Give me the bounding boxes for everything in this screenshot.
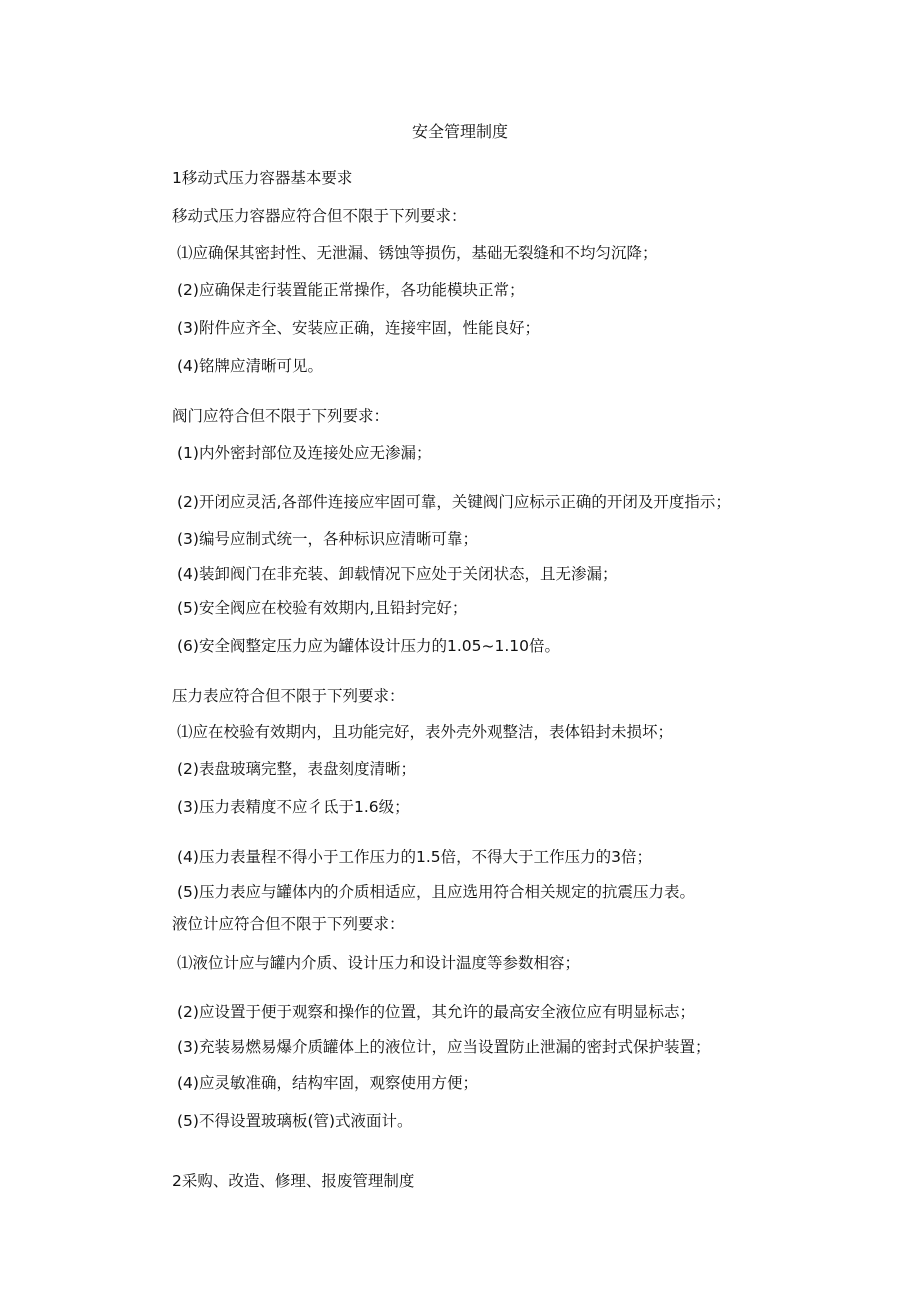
- valve-item: (5)安全阀应在校验有效期内,且铅封完好；: [177, 599, 468, 617]
- section-1-heading: 1移动式压力容器基本要求: [172, 169, 353, 187]
- valve-intro: 阀门应符合但不限于下列要求：: [172, 407, 390, 425]
- level-intro: 液位计应符合但不限于下列要求：: [172, 915, 405, 933]
- vessel-item: (3)附件应齐全、安装应正确，连接牢固，性能良好；: [177, 319, 540, 337]
- gauge-item: (5)压力表应与罐体内的介质相适应，且应选用符合相关规定的抗震压力表。: [177, 883, 695, 901]
- gauge-intro: 压力表应符合但不限于下列要求：: [172, 687, 405, 705]
- gauge-item: (4)压力表量程不得小于工作压力的1.5倍，不得大于工作压力的3倍；: [177, 848, 652, 866]
- section-2-heading: 2采购、改造、修理、报废管理制度: [172, 1172, 415, 1190]
- valve-item: (2)开闭应灵活,各部件连接应牢固可靠，关键阀门应标示正确的开闭及开度指示；: [177, 493, 731, 511]
- valve-item: (4)装卸阀门在非充装、卸载情况下应处于关闭状态，且无渗漏；: [177, 565, 618, 583]
- vessel-intro: 移动式压力容器应符合但不限于下列要求：: [172, 207, 467, 225]
- valve-item: (1)内外密封部位及连接处应无渗漏；: [177, 444, 432, 462]
- vessel-item: (4)铭牌应清晰可见。: [177, 357, 323, 375]
- vessel-item: ⑴应确保其密封性、无泄漏、锈蚀等损伤，基础无裂缝和不均匀沉降；: [177, 244, 658, 262]
- level-item: (3)充装易燃易爆介质罐体上的液位计，应当设置防止泄漏的密封式保护装置；: [177, 1038, 711, 1056]
- level-item: ⑴液位计应与罐内介质、设计压力和设计温度等参数相容；: [177, 954, 581, 972]
- level-item: (2)应设置于便于观察和操作的位置，其允许的最高安全液位应有明显标志；: [177, 1003, 695, 1021]
- valve-item: (6)安全阀整定压力应为罐体设计压力的1.05~1.10倍。: [177, 637, 560, 655]
- gauge-item: ⑴应在校验有效期内，且功能完好，表外壳外观整洁，表体铅封未损坏；: [177, 723, 674, 741]
- gauge-item: (2)表盘玻璃完整，表盘刻度清晰；: [177, 760, 416, 778]
- level-item: (5)不得设置玻璃板(管)式液面计。: [177, 1112, 413, 1130]
- gauge-item: (3)压力表精度不应彳氐于1.6级；: [177, 798, 410, 816]
- document-title: 安全管理制度: [411, 122, 508, 141]
- level-item: (4)应灵敏准确，结构牢固，观察使用方便；: [177, 1074, 478, 1092]
- valve-item: (3)编号应制式统一，各种标识应清晰可靠；: [177, 530, 478, 548]
- vessel-item: (2)应确保走行装置能正常操作，各功能模块正常；: [177, 281, 525, 299]
